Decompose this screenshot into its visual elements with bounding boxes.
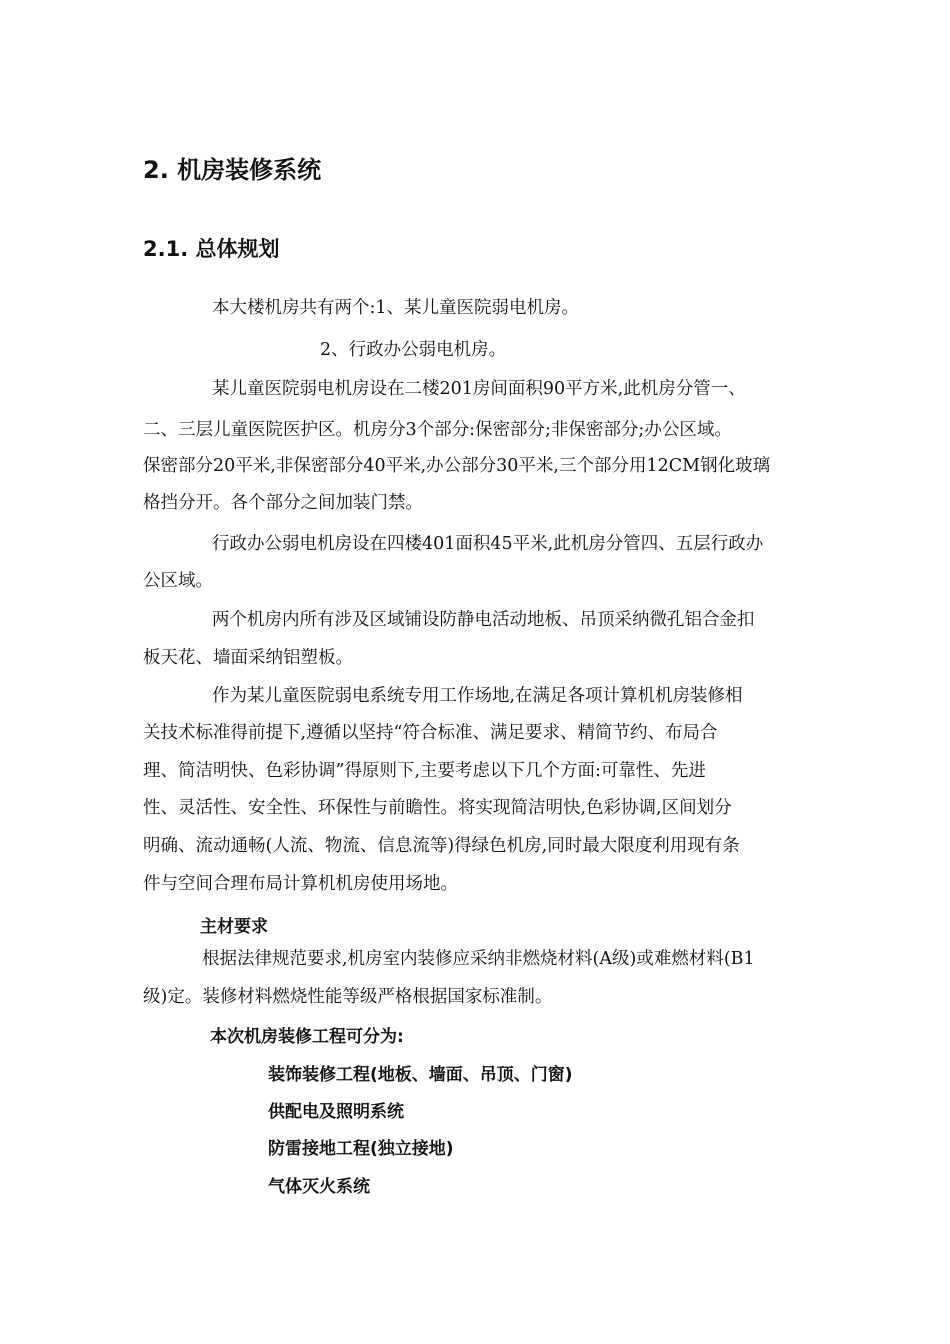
paragraph-line: 明确、流动通畅(人流、物流、信息流等)得绿色机房,同时最大限度利用现有条: [143, 836, 740, 856]
project-list-item: 装饰装修工程(地板、墙面、吊顶、门窗): [268, 1065, 573, 1085]
section-heading: 2. 机房装修系统: [143, 156, 322, 184]
paragraph-line: 格挡分开。各个部分之间加装门禁。: [143, 493, 423, 513]
paragraph-line: 根据法律规范要求,机房室内装修应采纳非燃烧材料(A级)或难燃材料(B1: [202, 949, 755, 969]
paragraph-line: 公区域。: [143, 571, 213, 591]
paragraph-line: 件与空间合理布局计算机机房使用场地。: [143, 874, 458, 894]
paragraph-line: 作为某儿童医院弱电系统专用工作场地,在满足各项计算机机房装修相: [212, 686, 743, 706]
project-list-item: 供配电及照明系统: [268, 1102, 404, 1122]
paragraph-line: 板天花、墙面采纳铝塑板。: [143, 648, 353, 668]
material-heading: 主材要求: [200, 917, 268, 937]
paragraph-line: 二、三层儿童医院医护区。机房分3个部分:保密部分;非保密部分;办公区域。: [143, 420, 732, 440]
paragraph-line: 保密部分20平米,非保密部分40平米,办公部分30平米,三个部分用12CM钢化玻璃: [143, 456, 771, 476]
subsection-heading: 2.1. 总体规划: [143, 237, 280, 261]
paragraph-line: 性、灵活性、安全性、环保性与前瞻性。将实现简洁明快,色彩协调,区间划分: [143, 798, 732, 818]
project-list-item: 气体灭火系统: [268, 1177, 370, 1197]
project-list-item: 防雷接地工程(独立接地): [268, 1139, 454, 1159]
paragraph-line: 2、行政办公弱电机房。: [320, 340, 507, 360]
paragraph-line: 行政办公弱电机房设在四楼401面积45平米,此机房分管四、五层行政办: [212, 534, 764, 554]
paragraph-line: 理、简洁明快、色彩协调”得原则下,主要考虑以下几个方面:可靠性、先进: [143, 761, 706, 781]
paragraph-line: 关技术标准得前提下,遵循以坚持“符合标准、满足要求、精简节约、布局合: [143, 723, 718, 743]
paragraph-line: 级)定。装修材料燃烧性能等级严格根据国家标准制。: [143, 987, 553, 1007]
project-heading: 本次机房装修工程可分为:: [210, 1027, 404, 1047]
paragraph-line: 本大楼机房共有两个:1、某儿童医院弱电机房。: [212, 298, 580, 318]
paragraph-line: 某儿童医院弱电机房设在二楼201房间面积90平方米,此机房分管一、: [212, 379, 746, 399]
paragraph-line: 两个机房内所有涉及区域铺设防静电活动地板、吊顶采纳微孔铝合金扣: [212, 610, 755, 630]
